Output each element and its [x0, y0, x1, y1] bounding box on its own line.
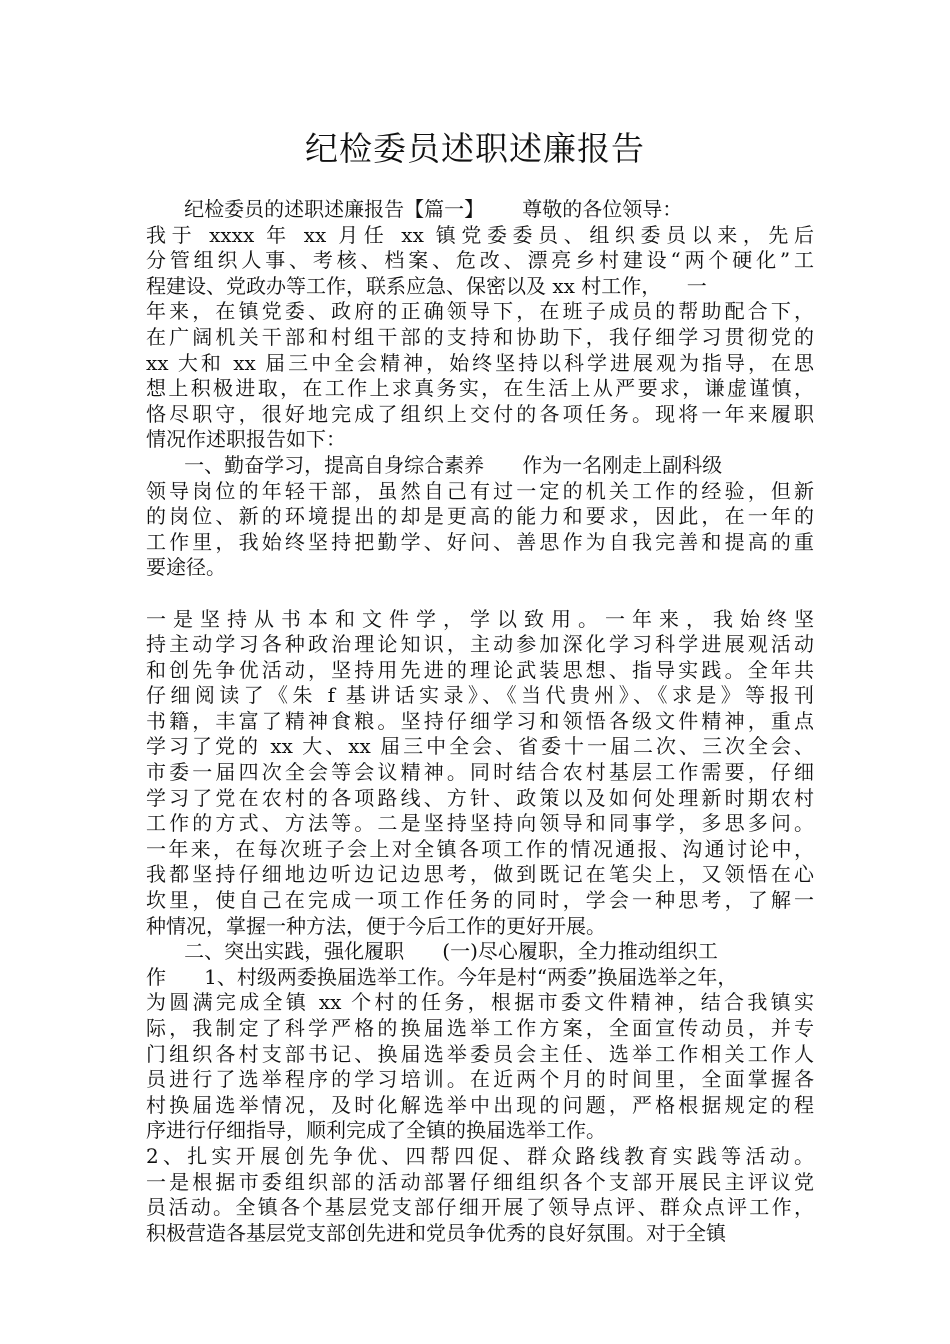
paragraph-line: 坎里，使自己在完成一项工作任务的同时，学会一种思考，了解一: [146, 888, 814, 913]
paragraph-line: 分管组织人事、考核、档案、危改、漂亮乡村建设“两个硬化”工: [146, 248, 814, 273]
paragraph-line: 我于 xxxx 年 xx 月任 xx 镇党委委员、组织委员以来，先后: [146, 222, 814, 247]
paragraph-line: 我都坚持仔细地边听边记边思考，做到既记在笔尖上，又领悟在心: [146, 862, 814, 887]
paragraph-line: 工作里，我始终坚持把勤学、好问、善思作为自我完善和提高的重: [146, 529, 814, 554]
paragraph-line: 一是坚持从书本和文件学，学以致用。一年来，我始终坚: [146, 606, 814, 631]
paragraph-line: 恪尽职守，很好地完成了组织上交付的各项任务。现将一年来履职: [146, 401, 814, 426]
paragraph-line: 2、扎实开展创先争优、四帮四促、群众路线教育实践等活动。: [146, 1143, 814, 1168]
paragraph-line: 村换届选举情况，及时化解选举中出现的问题，严格根据规定的程: [146, 1092, 814, 1117]
paragraph-line: 领导岗位的年轻干部，虽然自己有过一定的机关工作的经验，但新: [146, 478, 814, 503]
blank-line: [146, 581, 814, 607]
paragraph-line: 积极营造各基层党支部创先进和党员争优秀的良好氛围。对于全镇: [146, 1220, 726, 1245]
paragraph-line: 一、勤奋学习，提高自身综合素养 作为一名刚走上副科级: [146, 452, 723, 477]
paragraph-line: 作 1、村级两委换届选举工作。今年是村“两委”换届选举之年，: [146, 964, 738, 989]
paragraph-line: 想上积极进取，在工作上求真务实，在生活上从严要求，谦虚谨慎，: [146, 376, 814, 401]
paragraph-line: 的岗位、新的环境提出的却是更高的能力和要求，因此，在一年的: [146, 504, 814, 529]
paragraph-line: 一是根据市委组织部的活动部署仔细组织各个支部开展民主评议党: [146, 1169, 814, 1194]
paragraph-line: 年来，在镇党委、政府的正确领导下，在班子成员的帮助配合下，: [146, 299, 814, 324]
paragraph-line: 员进行了选举程序的学习培训。在近两个月的时间里，全面掌握各: [146, 1067, 814, 1092]
document-body: [146, 197, 814, 1246]
paragraph-line: 为圆满完成全镇 xx 个村的任务，根据市委文件精神，结合我镇实: [146, 990, 814, 1015]
paragraph-line: 工作的方式、方法等。二是坚持坚持向领导和同事学，多思多问。: [146, 811, 814, 836]
paragraph-line: 员活动。全镇各个基层党支部仔细开展了领导点评、群众点评工作，: [146, 1195, 814, 1220]
paragraph-line: 学习了党在农村的各项路线、方针、政策以及如何处理新时期农村: [146, 785, 814, 810]
paragraph-line: 情况作述职报告如下：: [146, 427, 346, 452]
paragraph-line: xx 大和 xx 届三中全会精神，始终坚持以科学进展观为指导，在思: [146, 350, 814, 375]
paragraph-line: 际，我制定了科学严格的换届选举工作方案，全面宣传动员，并专: [146, 1016, 814, 1040]
paragraph-line: 仔细阅读了《朱 f 基讲话实录》、《当代贵州》、《求是》等报刊: [146, 683, 814, 708]
paragraph-line: 要途径。: [146, 555, 226, 580]
paragraph-line: 持主动学习各种政治理论知识，主动参加深化学习科学进展观活动: [146, 632, 814, 657]
paragraph-line: 门组织各村支部书记、换届选举委员会主任、选举工作相关工作人: [146, 1041, 814, 1066]
paragraph-line: 二、突出实践，强化履职 (一)尽心履职，全力推动组织工: [146, 939, 718, 964]
paragraph-line: 一年来，在每次班子会上对全镇各项工作的情况通报、沟通讨论中，: [146, 836, 814, 861]
paragraph-line: 序进行仔细指导，顺利完成了全镇的换届选举工作。: [146, 1118, 606, 1143]
paragraph-line: 和创先争优活动，坚持用先进的理论武装思想、指导实践。全年共: [146, 657, 814, 682]
document-title: 纪检委员述职述廉报告: [305, 129, 645, 168]
paragraph-line: 学习了党的 xx 大、xx 届三中全会、省委十一届二次、三次全会、: [146, 734, 814, 759]
paragraph-line: 书籍，丰富了精神食粮。坚持仔细学习和领悟各级文件精神，重点: [146, 708, 814, 733]
paragraph-line: 种情况，掌握一种方法，便于今后工作的更好开展。: [146, 913, 606, 938]
paragraph-line: 在广阔机关干部和村组干部的支持和协助下，我仔细学习贯彻党的: [146, 324, 814, 349]
paragraph-line: 纪检委员的述职述廉报告【篇一】 尊敬的各位领导：: [146, 197, 683, 221]
paragraph-line: 程建设、党政办等工作，联系应急、保密以及 xx 村工作， 一: [146, 273, 707, 298]
paragraph-line: 市委一届四次全会等会议精神。同时结合农村基层工作需要，仔细: [146, 760, 814, 785]
